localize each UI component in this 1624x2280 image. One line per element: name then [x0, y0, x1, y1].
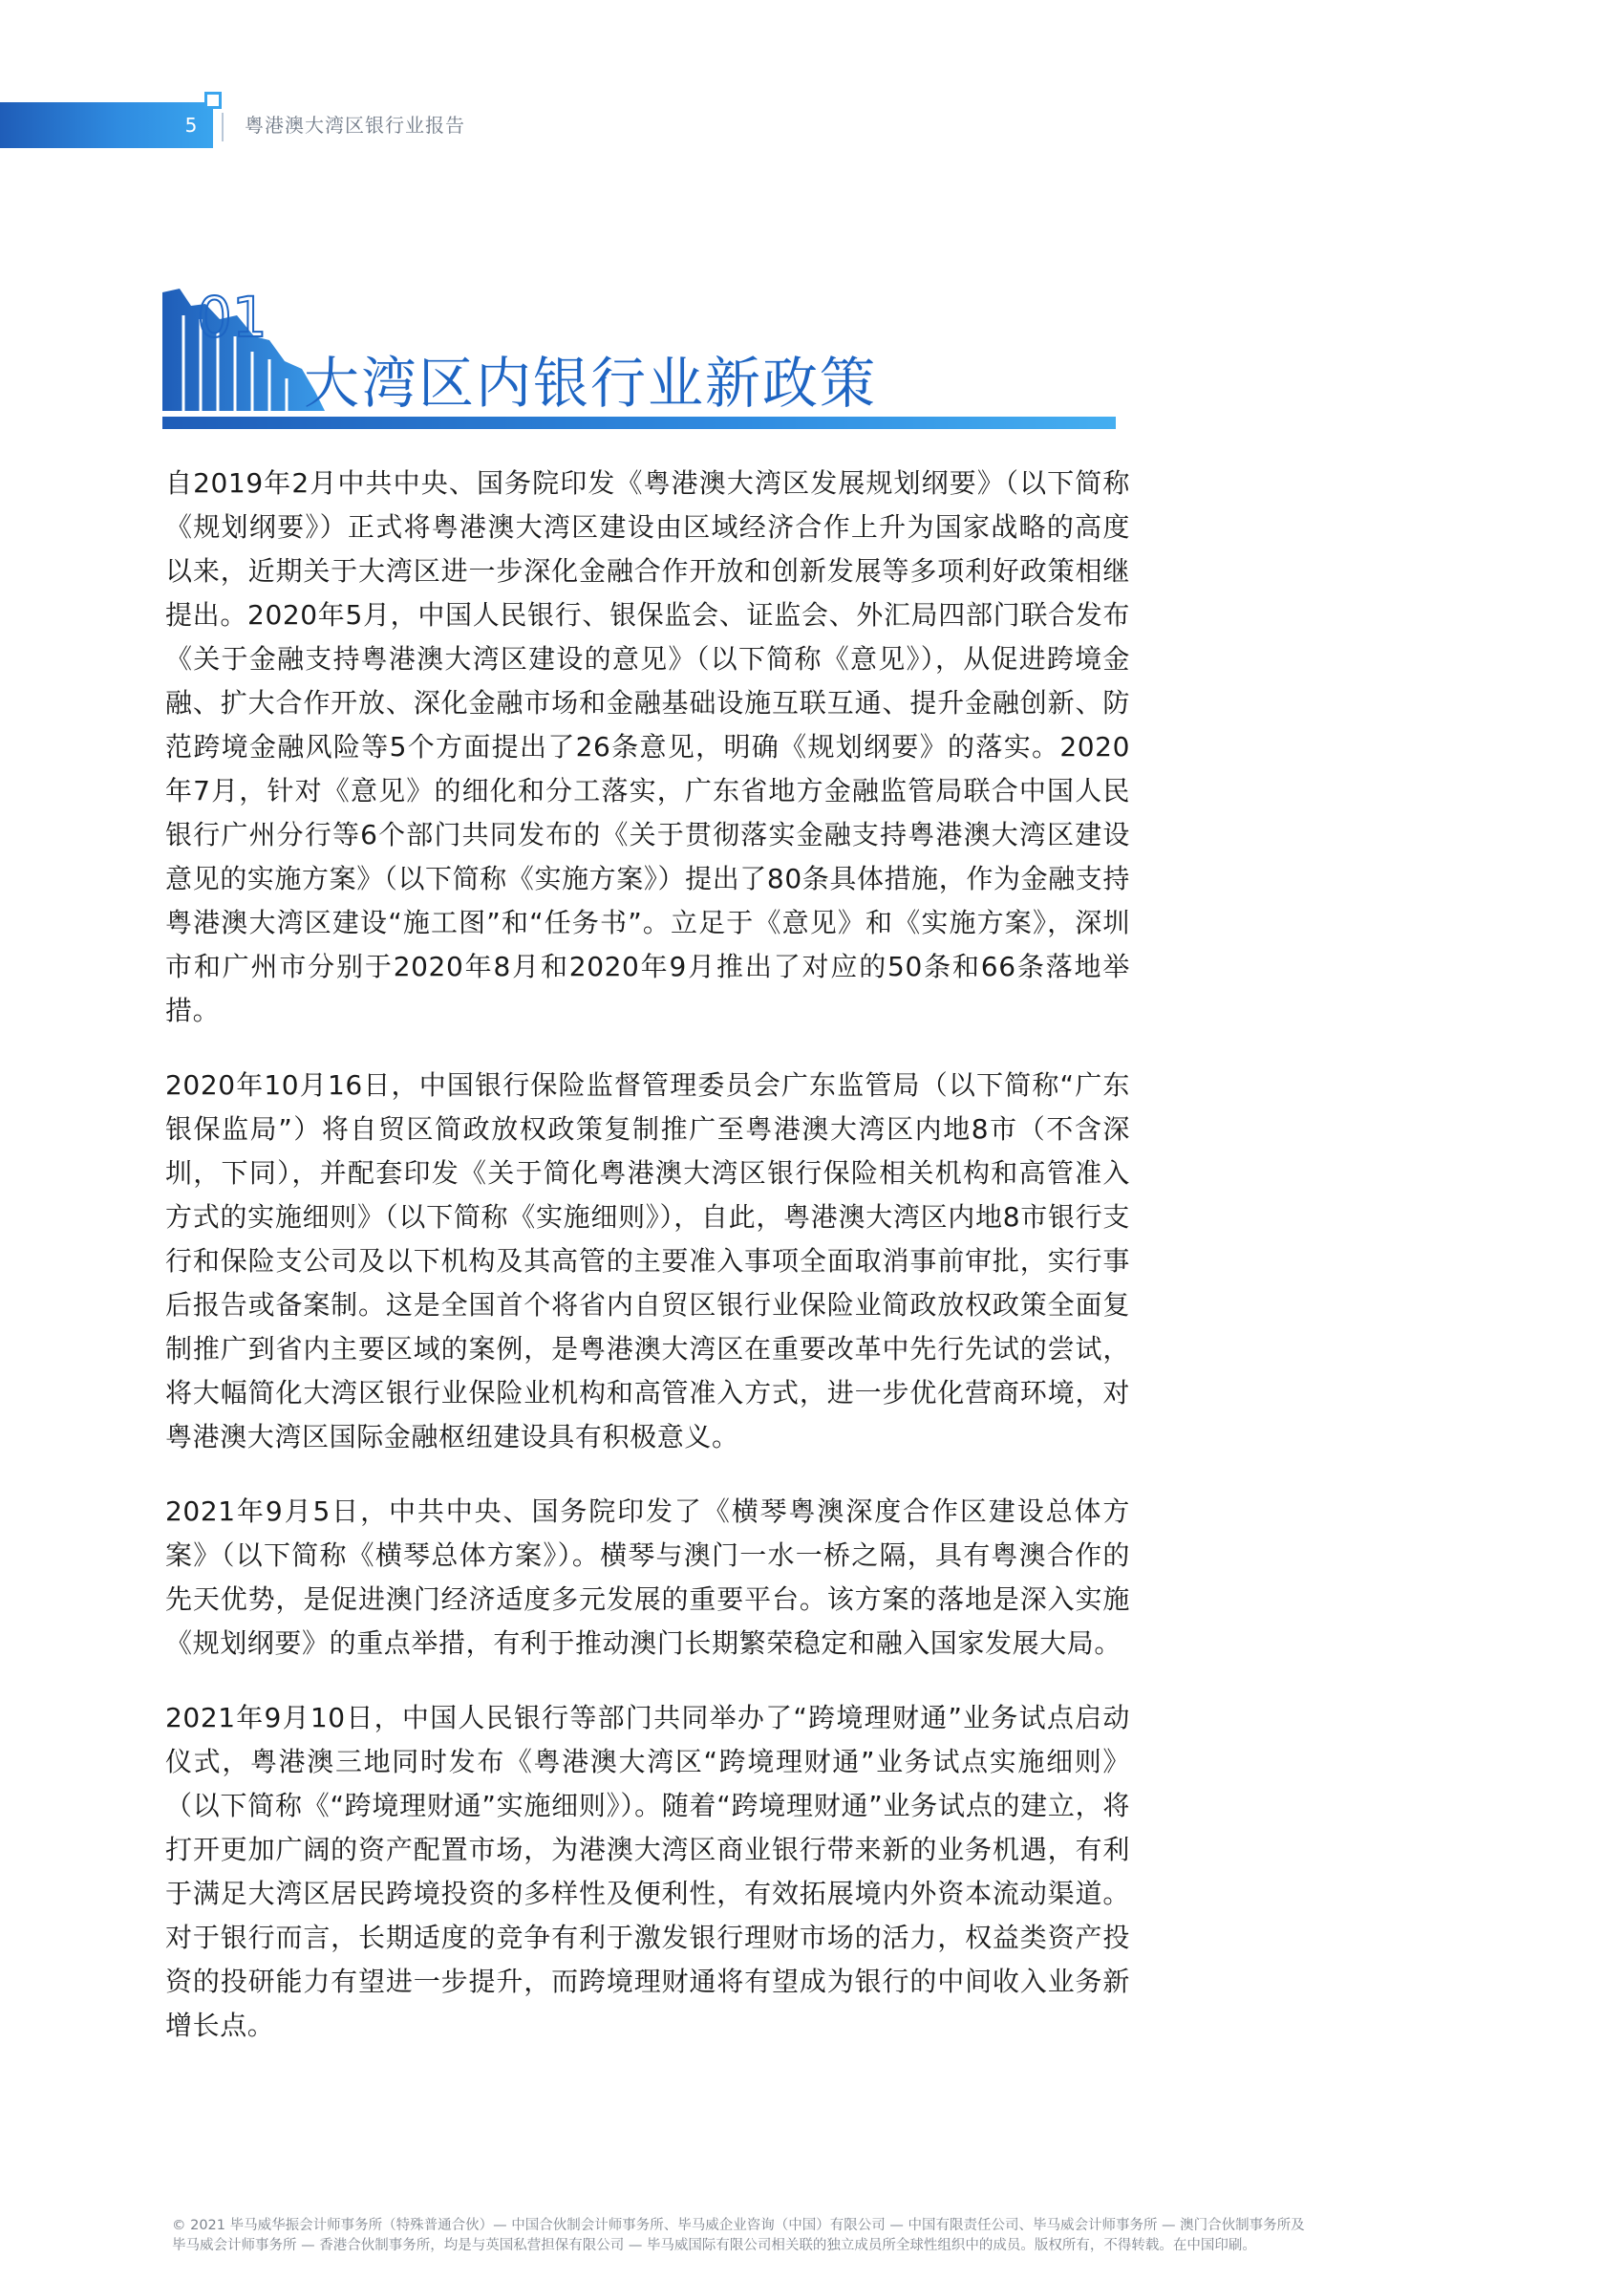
title-underline-bar	[162, 417, 1116, 429]
section-title: 大湾区内银行业新政策	[304, 350, 878, 416]
paragraph: 2021年9月5日，中共中央、国务院印发了《横琴粤澳深度合作区建设总体方案》（以下简称《横琴总体方案》）。横琴与澳门一水一桥之隔，具有粤澳合作的先天优势，是促进澳门经济适度多元发展的重要平台。该方案的落地是深入实施《规划纲要》的重点举措，有利于推动澳门长期繁荣稳定和融入国家发展大局。	[165, 1495, 1130, 1659]
section-number-graphic	[162, 287, 325, 411]
header-corner-square	[204, 92, 222, 109]
section-number: 01	[197, 287, 267, 350]
header-divider	[222, 113, 224, 141]
paragraph: 2020年10月16日，中国银行保险监督管理委员会广东监管局（以下简称“广东银保监局”）将自贸区简政放权政策复制推广至粤港澳大湾区内地8市（不含深圳，下同），并配套印发《关于简化粤港澳大湾区银行保险相关机构和高管准入方式的实施细则》（以下简称《实施细则》），自此，粤港澳大湾区内地8市银行支行和保险支公司及以下机构及其高管的主要准入事项全面取消事前审批，实行事后报告或备案制。这是全国首个将省内自贸区银行业保险业简政放权政策全面复制推广到省内主要区域的案例，是粤港澳大湾区在重要改革中先行先试的尝试，将大幅简化大湾区银行业保险业机构和高管准入方式，进一步优化营商环境，对粤港澳大湾区国际金融枢纽建设具有积极意义。	[165, 1069, 1130, 1452]
footer-line: © 2021 毕马威华振会计师事务所（特殊普通合伙）— 中国合伙制会计师事务所、毕马威企业咨询（中国）有限公司 — 中国有限责任公司、毕马威会计师事务所 — 澳门合伙制事务所及	[172, 2218, 1305, 2233]
paragraph: 2021年9月10日，中国人民银行等部门共同举办了“跨境理财通”业务试点启动仪式，粤港澳三地同时发布《粤港澳大湾区“跨境理财通”业务试点实施细则》（以下简称《“跨境理财通”实施细则》）。随着“跨境理财通”业务试点的建立，将打开更加广阔的资产配置市场，为港澳大湾区商业银行带来新的业务机遇，有利于满足大湾区居民跨境投资的多样性及便利性，有效拓展境内外资本流动渠道。对于银行而言，长期适度的竞争有利于激发银行理财市场的活力，权益类资产投资的投研能力有望进一步提升，而跨境理财通将有望成为银行的中间收入业务新增长点。	[165, 1702, 1130, 2041]
running-title: 粤港澳大湾区银行业报告	[245, 114, 465, 137]
body-text	[165, 462, 1130, 2078]
footer-line: 毕马威会计师事务所 — 香港合伙制事务所，均是与英国私营担保有限公司 — 毕马威国际有限公司相关联的独立成员所全球性组织中的成员。版权所有，不得转载。在中国印刷。	[172, 2238, 1256, 2253]
paragraph: 自2019年2月中共中央、国务院印发《粤港澳大湾区发展规划纲要》（以下简称《规划纲要》）正式将粤港澳大湾区建设由区域经济合作上升为国家战略的高度以来，近期关于大湾区进一步深化金融合作开放和创新发展等多项利好政策相继提出。2020年5月，中国人民银行、银保监会、证监会、外汇局四部门联合发布《关于金融支持粤港澳大湾区建设的意见》（以下简称《意见》），从促进跨境金融、扩大合作开放、深化金融市场和金融基础设施互联互通、提升金融创新、防范跨境金融风险等5个方面提出了26条意见，明确《规划纲要》的落实。2020年7月，针对《意见》的细化和分工落实，广东省地方金融监管局联合中国人民银行广州分行等6个部门共同发布的《关于贯彻落实金融支持粤港澳大湾区建设意见的实施方案》（以下简称《实施方案》）提出了80条具体措施，作为金融支持粤港澳大湾区建设“施工图”和“任务书”。立足于《意见》和《实施方案》，深圳市和广州市分别于2020年8月和2020年9月推出了对应的50条和66条落地举措。	[165, 467, 1130, 1026]
page-number: 5	[184, 114, 198, 137]
copyright-footer	[172, 2216, 1471, 2256]
